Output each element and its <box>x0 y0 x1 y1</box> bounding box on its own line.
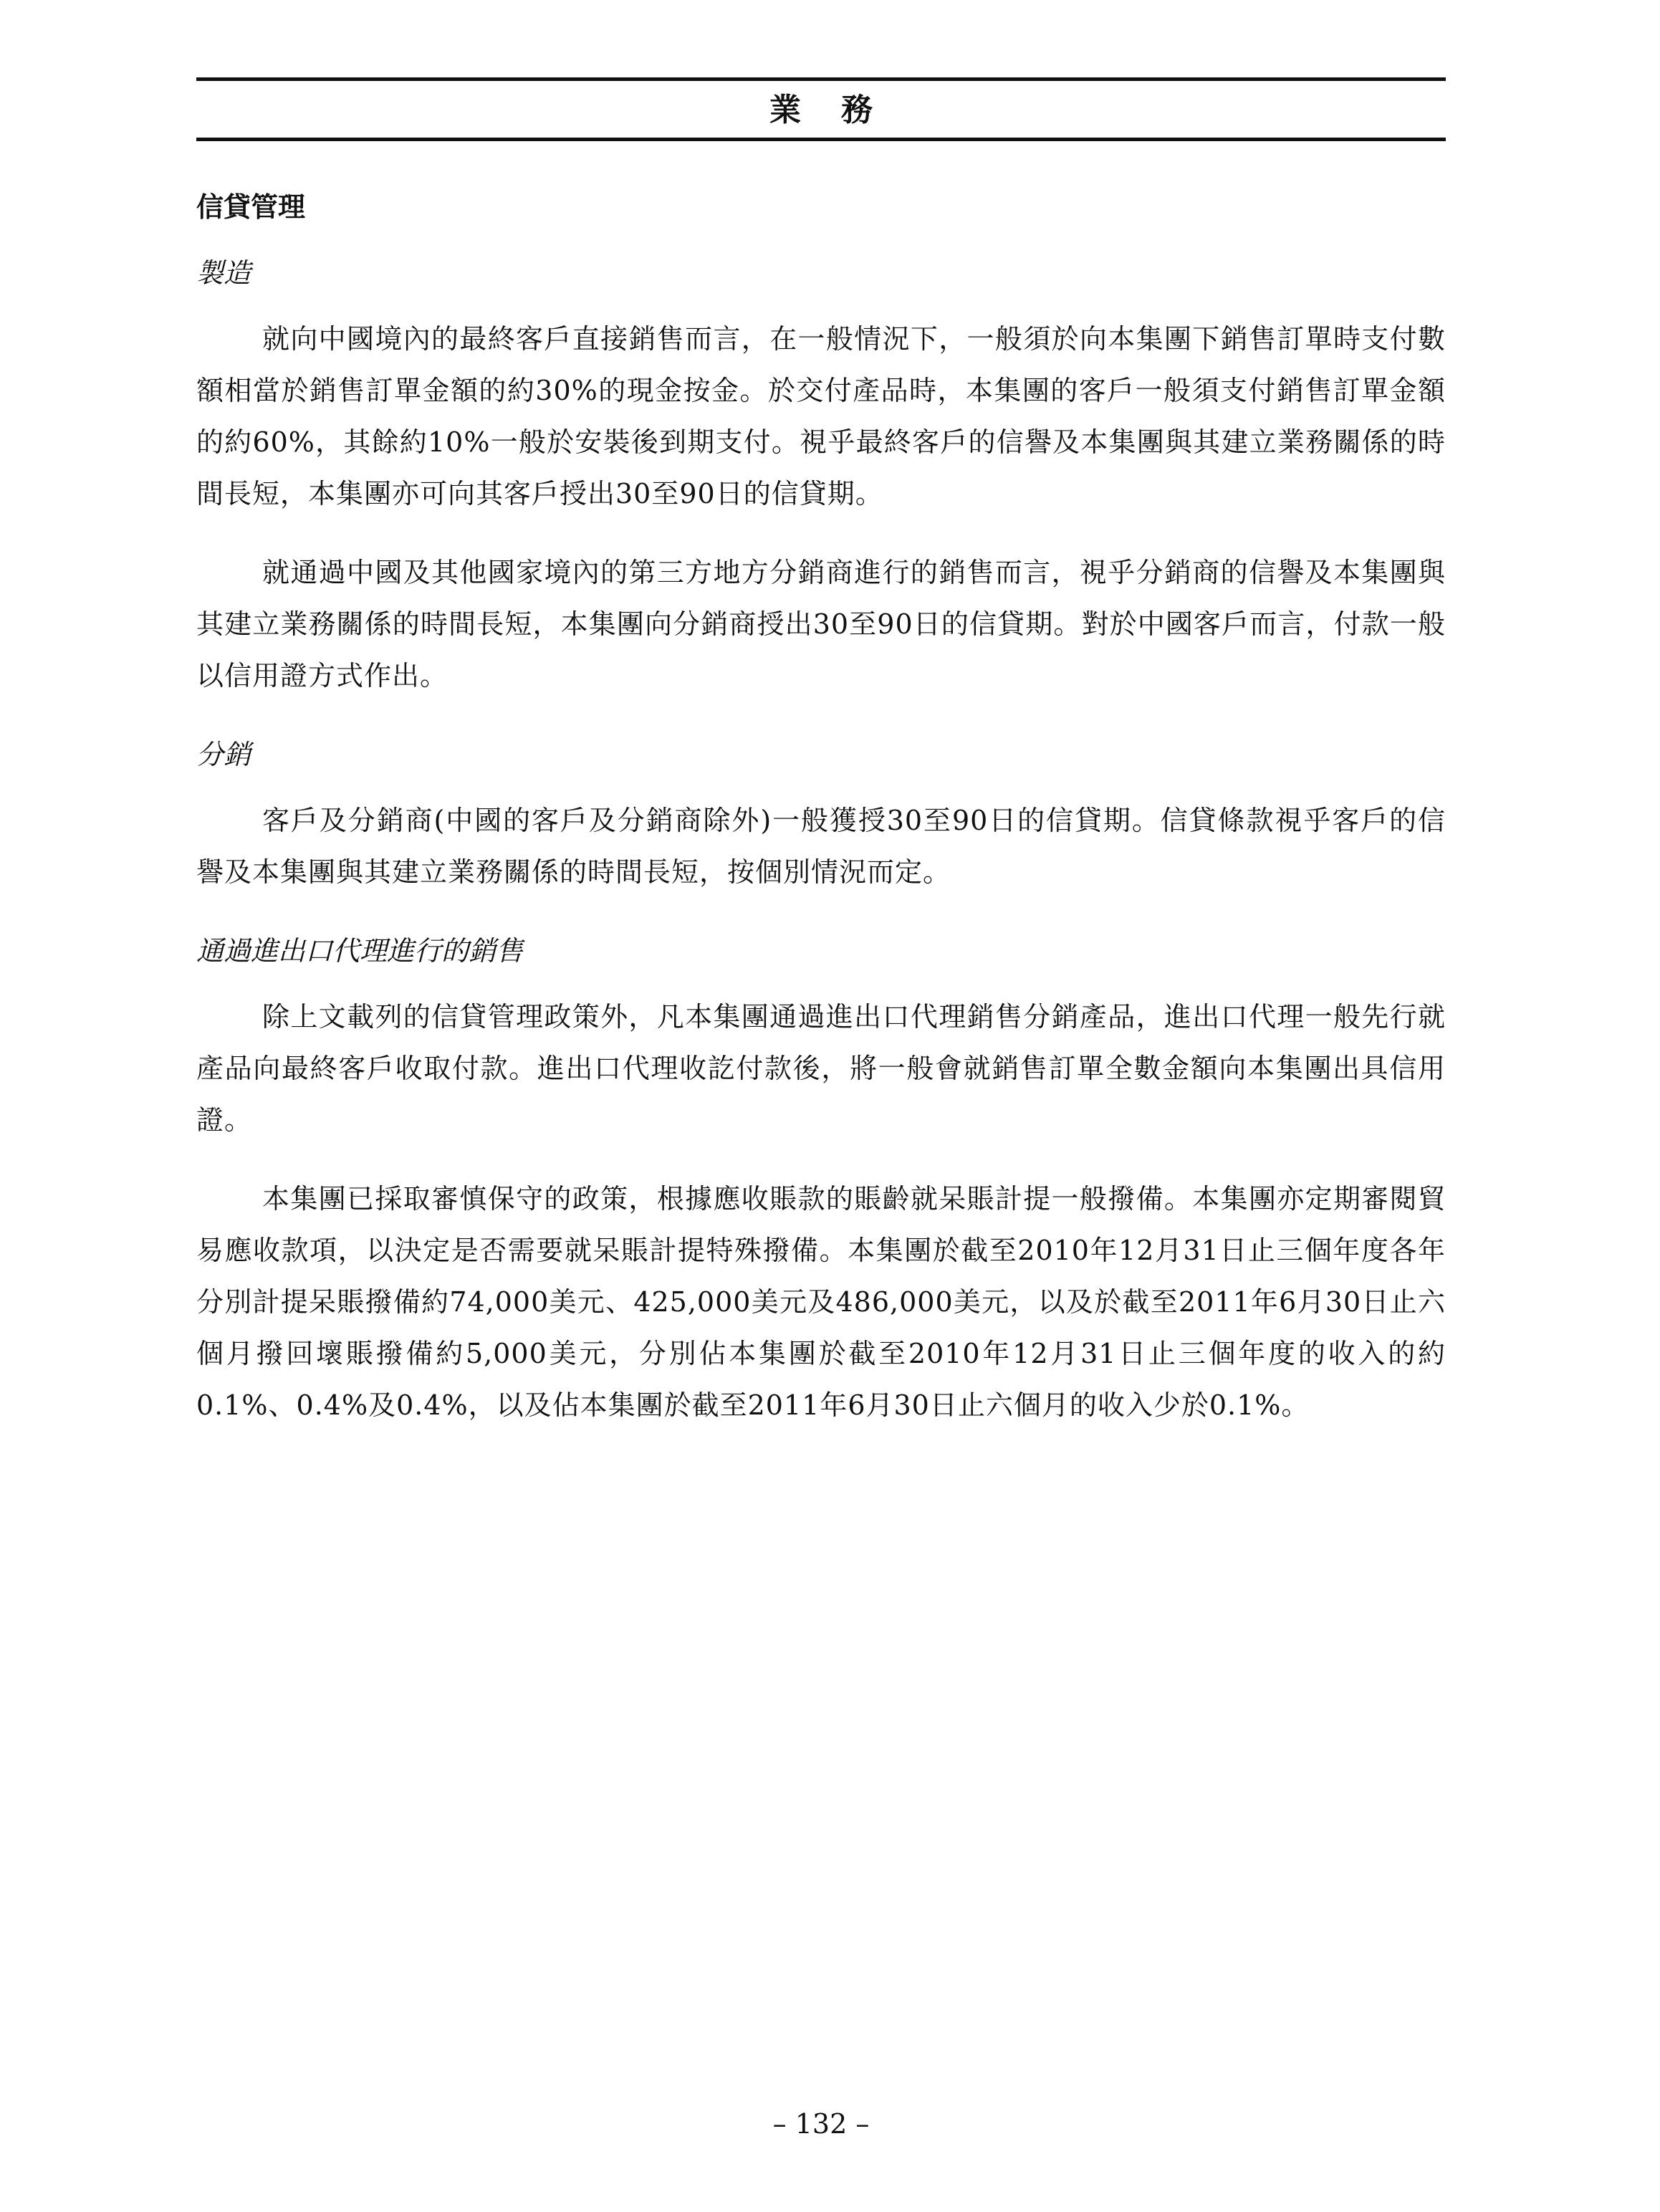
paragraph-manufacturing-2: 就通過中國及其他國家境內的第三方地方分銷商進行的銷售而言，視乎分銷商的信譽及本集團與其建立業務關係的時間長短，本集團向分銷商授出30至90日的信貸期。對於中國客戶而言，付款一般以信用證方式作出。 <box>196 557 1446 691</box>
paragraph-import-export-1: 除上文載列的信貸管理政策外，凡本集團通過進出口代理銷售分銷產品，進出口代理一般先行就產品向最終客戶收取付款。進出口代理收訖付款後，將一般會就銷售訂單全數金額向本集團出具信用證。 <box>196 1001 1446 1136</box>
paragraph-provision-policy: 本集團已採取審慎保守的政策，根據應收賬款的賬齡就呆賬計提一般撥備。本集團亦定期審閱貿易應收款項，以決定是否需要就呆賬計提特殊撥備。本集團於截至2010年12月31日止三個年度各年分別計提呆賬撥備約74,000美元、425,000美元及486,000美元，以及於截至2011年6月30日止六個月撥回壞賬撥備約5,000美元，分別佔本集團於截至2010年12月31日止三個年度的收入的約0.1%、0.4%及0.4%，以及佔本集團於截至2011年6月30日止六個月的收入少於0.1%。 <box>196 1183 1446 1421</box>
header-bottom-rule <box>196 138 1446 141</box>
page-number: – 132 – <box>772 2108 870 2140</box>
page-content <box>196 181 1446 1458</box>
section-heading-credit-management: 信貸管理 <box>196 191 306 223</box>
subheading-import-export-sales: 通過進出口代理進行的銷售 <box>196 935 524 967</box>
paragraph-manufacturing-1: 就向中國境內的最終客戶直接銷售而言，在一般情況下，一般須於向本集團下銷售訂單時支付數額相當於銷售訂單金額的約30%的現金按金。於交付產品時，本集團的客戶一般須支付銷售訂單金額的約60%，其餘約10%一般於安裝後到期支付。視乎最終客戶的信譽及本集團與其建立業務關係的時間長短，本集團亦可向其客戶授出30至90日的信貸期。 <box>196 323 1446 509</box>
page-header-title: 業務 <box>769 92 913 128</box>
subheading-distribution: 分銷 <box>196 739 251 770</box>
document-page <box>196 77 1446 2198</box>
subheading-manufacturing: 製造 <box>196 257 251 289</box>
header-top-rule <box>196 77 1446 81</box>
paragraph-distribution-1: 客戶及分銷商(中國的客戶及分銷商除外)一般獲授30至90日的信貸期。信貸條款視乎客戶的信譽及本集團與其建立業務關係的時間長短，按個別情況而定。 <box>196 805 1446 888</box>
